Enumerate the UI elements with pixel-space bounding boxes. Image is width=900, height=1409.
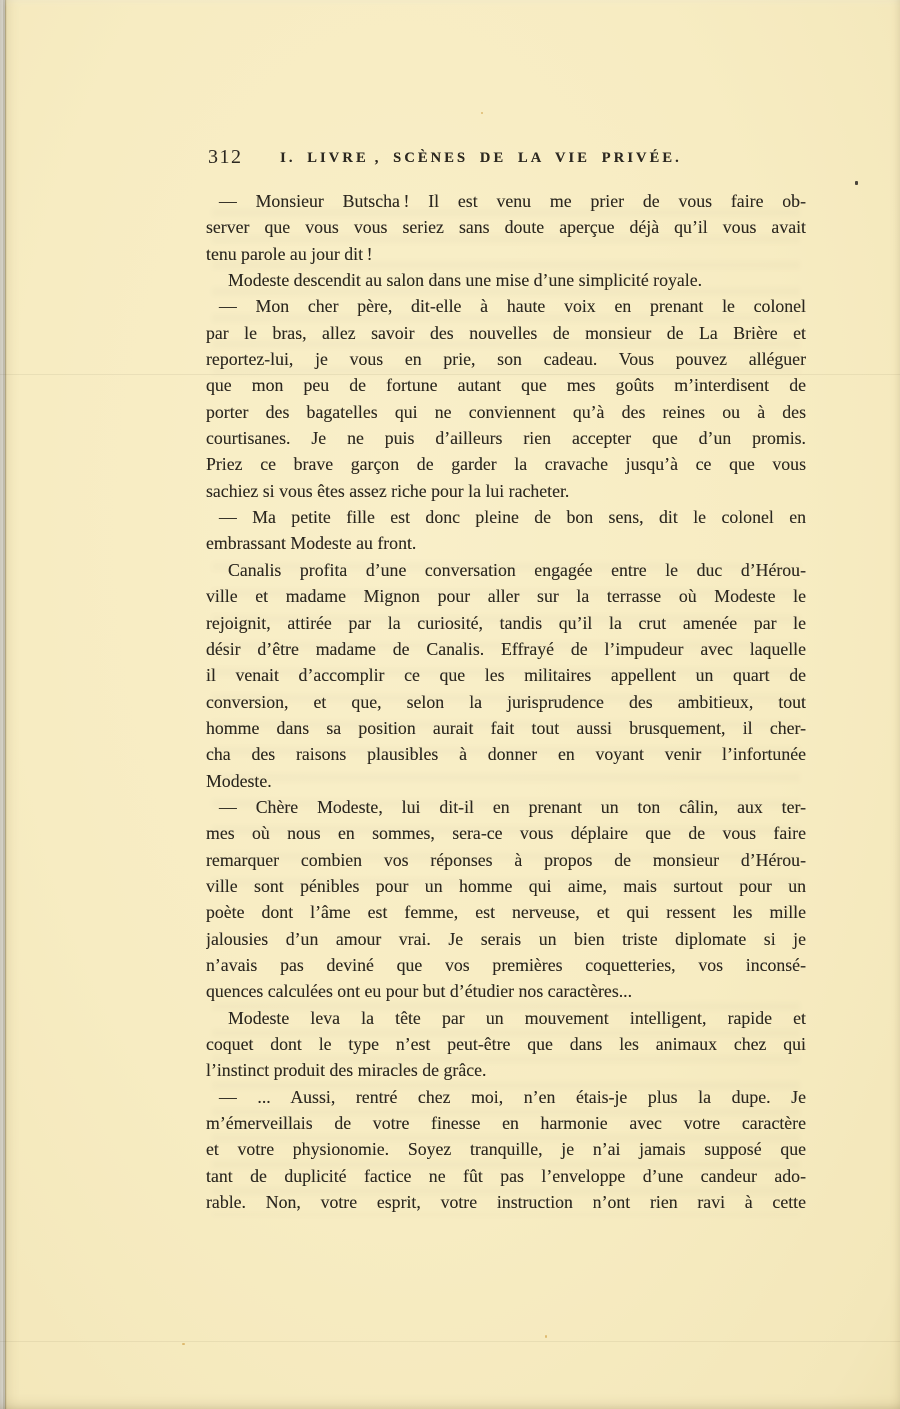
text-line: rable. Non, votre esprit, votre instruction n’ont rien ravi à cette <box>206 1192 806 1213</box>
text-line: cha des raisons plausibles à donner en voyant venir l’infortunée <box>206 744 806 765</box>
text-line: sachiez si vous êtes assez riche pour la lui racheter. <box>206 480 570 501</box>
text-line: quences calculées ont eu pour but d’étudier nos caractères... <box>206 981 633 1002</box>
text-line: porter des bagatelles qui ne conviennent qu’à des reines ou à des <box>206 401 806 422</box>
text-line: que mon peu de fortune autant que mes goûts m’interdisent de <box>206 375 806 396</box>
text-line: — Chère Modeste, lui dit-il en prenant un ton câlin, aux ter- <box>219 796 806 817</box>
text-line: — ... Aussi, rentré chez moi, n’en étais-je plus la dupe. Je <box>219 1086 806 1107</box>
page-header <box>206 146 806 172</box>
text-line: jalousies d’un amour vrai. Je serais un bien triste diplomate si je <box>206 928 806 949</box>
paper-speck <box>182 1343 185 1345</box>
text-line: Modeste leva la tête par un mouvement intelligent, rapide et <box>228 1007 806 1028</box>
text-line: ville et madame Mignon pour aller sur la terrasse où Modeste le <box>206 586 806 607</box>
text-line: n’avais pas deviné que vos premières coquetteries, vos inconsé- <box>206 954 806 975</box>
page-number: 312 <box>208 146 243 168</box>
text-line: Modeste descendit au salon dans une mise d’une simplicité royale. <box>228 270 703 291</box>
text-line: Modeste. <box>206 770 272 791</box>
text-line: et votre physionomie. Soyez tranquille, je n’ai jamais supposé que <box>206 1139 806 1160</box>
paper-speck <box>481 112 483 114</box>
text-line: l’instinct produit des miracles de grâce. <box>206 1060 487 1081</box>
text-line: courtisanes. Je ne puis d’ailleurs rien accepter que d’un promis. <box>206 428 806 449</box>
text-line: mes où nous en sommes, sera-ce vous déplaire que de vous faire <box>206 823 806 844</box>
ink-speck <box>855 181 858 185</box>
text-line: désir d’être madame de Canalis. Effrayé de l’impudeur avec laquelle <box>206 638 806 659</box>
text-line: — Mon cher père, dit-elle à haute voix en prenant le colonel <box>219 296 806 317</box>
text-line: il venait d’accomplir ce que les militaires appellent un quart de <box>206 665 806 686</box>
text-line: homme dans sa position aurait fait tout aussi brusquement, il cher- <box>206 717 806 738</box>
text-line: server que vous vous seriez sans doute aperçue déjà qu’il vous avait <box>206 217 806 238</box>
text-line: poète dont l’âme est femme, est nerveuse, et qui ressent les mille <box>206 902 806 923</box>
text-line: embrassant Modeste au front. <box>206 533 417 554</box>
text-line: coquet dont le type n’est peut-être que dans les animaux chez qui <box>206 1034 806 1054</box>
text-line: remarquer combien vos réponses à propos de monsieur d’Hérou- <box>206 849 806 870</box>
text-line: reportez-lui, je vous en prie, son cadeau. Vous pouvez alléguer <box>206 349 806 370</box>
text-line: ville sont pénibles pour un homme qui aime, mais surtout pour un <box>206 875 806 896</box>
text-line: tenu parole au jour dit ! <box>206 243 373 264</box>
text-line: — Monsieur Butscha ! Il est venu me prier de vous faire ob- <box>219 191 806 211</box>
text-line: rejoignit, attirée par la curiosité, tandis qu’il la crut amenée par le <box>206 612 806 633</box>
text-line: conversion, et que, selon la jurisprudence des ambitieux, tout <box>206 691 806 712</box>
scan-edge-left <box>0 0 7 1409</box>
paper-speck <box>545 1335 547 1338</box>
running-header: I. LIVRE , SCÈNES DE LA VIE PRIVÉE. <box>280 150 682 166</box>
text-line: Canalis profita d’une conversation engagée entre le duc d’Hérou- <box>228 559 806 580</box>
body-text <box>206 188 806 1215</box>
text-line: Priez ce brave garçon de garder la cravache jusqu’à ce que vous <box>206 454 806 475</box>
text-line: — Ma petite fille est donc pleine de bon sens, dit le colonel en <box>219 507 806 528</box>
text-line: m’émerveillais de votre finesse en harmonie avec votre caractère <box>206 1113 806 1134</box>
text-line: tant de duplicité factice ne fût pas l’enveloppe d’une candeur ado- <box>206 1165 806 1186</box>
text-line: par le bras, allez savoir des nouvelles de monsieur de La Brière et <box>206 322 806 343</box>
scan-line-artifact <box>0 1341 900 1342</box>
